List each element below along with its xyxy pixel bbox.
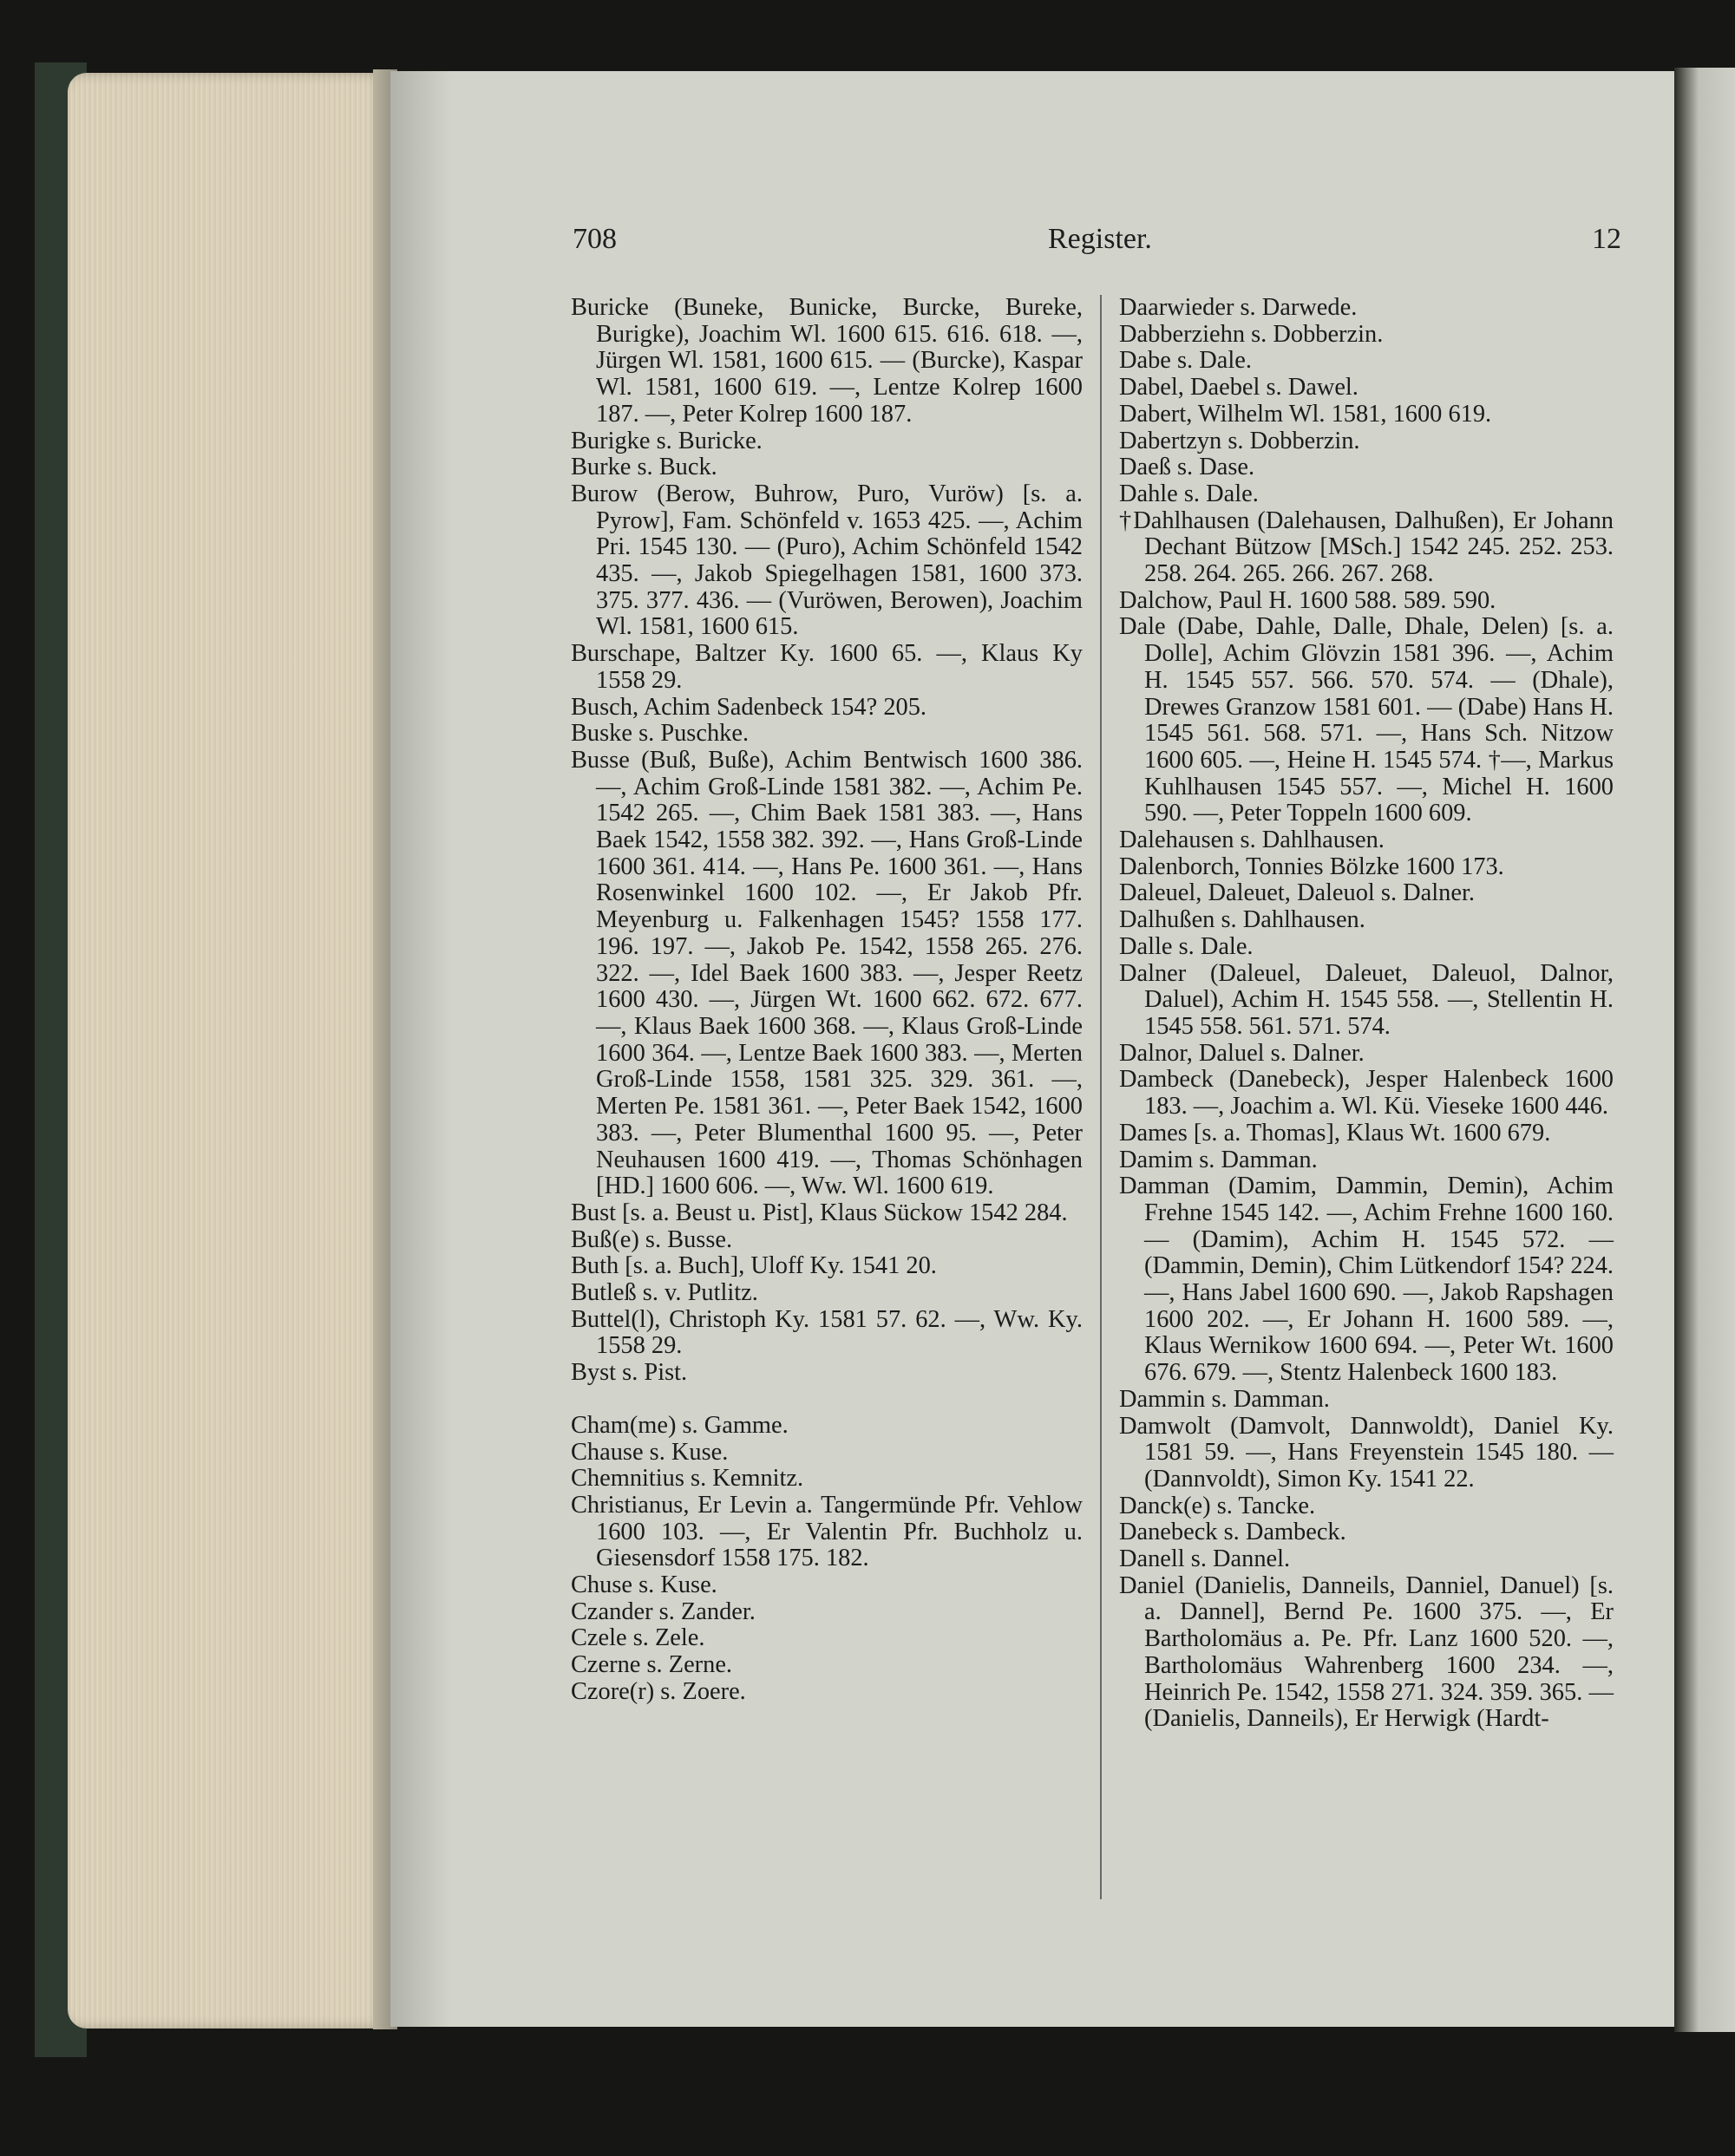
index-entry: Dabert, Wilhelm Wl. 1581, 1600 619. xyxy=(1119,400,1492,428)
page-shadow xyxy=(390,71,451,2027)
index-entry: Dabberziehn s. Dobberzin. xyxy=(1119,320,1384,348)
index-entry: Dalnor, Daluel s. Dalner. xyxy=(1119,1039,1365,1067)
index-entry: Dambeck (Danebeck), Jesper Halenbeck 1600 183. —, Joachim a. Wl. Kü. Vieseke 1600 446. xyxy=(1119,1066,1614,1120)
index-entry: Buttel(l), Christoph Ky. 1581 57. 62. —, Ww. Ky. 1558 29. xyxy=(571,1305,1083,1360)
index-entry: Dale (Dabe, Dahle, Dalle, Dhale, Delen) [s. a. Dolle], Achim Glövzin 1581 396. —, Achim H. 1545 557. 566. 570. 574. — (Dhale), Drewes Granzow 1581 601. — (Dabe) Hans H. 1545 561. 568. 571. —, Hans Sch. Nitzow 1600 605. —, Heine H. 1545 574. †—, Markus Kuhlhausen 1545 557. —, Michel H. 1600 590. —, Peter Toppeln 1600 609. xyxy=(1119,613,1614,827)
index-entry: Dabertzyn s. Dobberzin. xyxy=(1119,427,1360,454)
index-entry: Dames [s. a. Thomas], Klaus Wt. 1600 679. xyxy=(1119,1119,1551,1147)
index-entry: Damim s. Damman. xyxy=(1119,1146,1318,1173)
index-entry: Dabe s. Dale. xyxy=(1119,347,1252,375)
index-entry: Czerne s. Zerne. xyxy=(571,1651,733,1679)
index-entry: Danell s. Dannel. xyxy=(1119,1545,1291,1573)
column-number: 12 xyxy=(1592,223,1621,255)
index-entry: Busch, Achim Sadenbeck 154? 205. xyxy=(571,693,927,721)
index-entry: Daniel (Danielis, Danneils, Danniel, Danuel) [s. a. Dannel], Bernd Pe. 1600 375. —, Er Bartholomäus a. Pe. Pfr. Lanz 1600 520. —, Bartholomäus Wahrenberg 1600 234. —, Heinrich Pe. 1542, 1558 271. 324. 359. 365. — (Danielis, Danneils), Er Herwigk (Hardt- xyxy=(1119,1571,1614,1733)
index-column-right xyxy=(1119,295,1614,1733)
index-entry: Dalehausen s. Dahlhausen. xyxy=(1119,826,1385,854)
index-entry: Dalhußen s. Dahlhausen. xyxy=(1119,906,1365,934)
index-entry: Dalenborch, Tonnies Bölzke 1600 173. xyxy=(1119,853,1504,880)
entry-group-d xyxy=(1119,295,1614,1733)
index-entry: Czore(r) s. Zoere. xyxy=(571,1677,746,1705)
page-number: 708 xyxy=(573,223,617,255)
index-entry: Dabel, Daebel s. Dawel. xyxy=(1119,374,1359,402)
index-entry: Dalchow, Paul H. 1600 588. 589. 590. xyxy=(1119,586,1496,614)
index-entry: Daarwieder s. Darwede. xyxy=(1119,294,1358,321)
index-entry: Buß(e) s. Busse. xyxy=(571,1225,733,1253)
index-entry: Daleuel, Daleuet, Daleuol s. Dalner. xyxy=(1119,879,1475,907)
index-entry: Czander s. Zander. xyxy=(571,1597,756,1625)
index-entry: Buricke (Buneke, Bunicke, Burcke, Bureke, Burigke), Joachim Wl. 1600 615. 616. 618. —, Jürgen Wl. 1581, 1600 615. — (Burcke), Kaspar Wl. 1581, 1600 619. —, Lentze Kolrep 1600 187. —, Peter Kolrep 1600 187. xyxy=(571,294,1083,428)
index-entry: Dahle s. Dale. xyxy=(1119,480,1259,507)
index-entry: Buth [s. a. Buch], Uloff Ky. 1541 20. xyxy=(571,1252,937,1280)
section-gap xyxy=(571,1387,1083,1413)
index-entry: Chuse s. Kuse. xyxy=(571,1571,717,1599)
index-entry: Danebeck s. Dambeck. xyxy=(1119,1519,1346,1546)
index-entry: Burschape, Baltzer Ky. 1600 65. —, Klaus Ky 1558 29. xyxy=(571,640,1083,694)
index-entry: Burigke s. Buricke. xyxy=(571,427,763,454)
entry-group-b xyxy=(571,295,1083,1387)
index-column-left xyxy=(571,295,1083,1706)
index-entry: Chemnitius s. Kemnitz. xyxy=(571,1465,804,1493)
index-entry: Busse (Buß, Buße), Achim Bentwisch 1600 386. —, Achim Groß-Linde 1581 382. —, Achim Pe. 1542 265. —, Chim Baek 1581 383. —, Hans Baek 1542, 1558 382. 392. —, Hans Groß-Linde 1600 361. 414. —, Hans Pe. 1600 361. —, Hans Rosenwinkel 1600 102. —, Er Jakob Pfr. Meyenburg u. Falkenhagen 1545? 1558 177. 196. 197. —, Jakob Pe. 1542, 1558 265. 276. 322. —, Idel Baek 1600 383. —, Jesper Reetz 1600 430. —, Jürgen Wt. 1600 662. 672. 677. —, Klaus Baek 1600 368. —, Klaus Groß-Linde 1600 364. —, Lentze Baek 1600 383. —, Merten Groß-Linde 1558, 1581 325. 329. 361. —, Merten Pe. 1581 361. —, Peter Baek 1542, 1600 383. —, Peter Blumenthal 1600 95. —, Peter Neuhausen 1600 419. —, Thomas Schönhagen [HD.] 1600 606. —, Ww. Wl. 1600 619. xyxy=(571,746,1083,1200)
header-title: Register. xyxy=(1048,223,1152,255)
index-entry: Dalle s. Dale. xyxy=(1119,932,1254,960)
page-edges xyxy=(68,73,387,2029)
index-entry: Czele s. Zele. xyxy=(571,1624,705,1652)
index-entry: Butleß s. v. Putlitz. xyxy=(571,1279,758,1307)
index-entry: Damwolt (Damvolt, Dannwoldt), Daniel Ky. 1581 59. —, Hans Freyenstein 1545 180. — (Dannvoldt), Simon Ky. 1541 22. xyxy=(1119,1412,1614,1493)
index-entry: Dammin s. Damman. xyxy=(1119,1385,1330,1413)
index-entry: Byst s. Pist. xyxy=(571,1359,688,1387)
index-entry: †Dahlhausen (Dalehausen, Dalhußen), Er Johann Dechant Bützow [MSch.] 1542 245. 252. 253. 258. 264. 265. 266. 267. 268. xyxy=(1119,506,1614,588)
index-entry: Cham(me) s. Gamme. xyxy=(571,1411,789,1439)
index-entry: Danck(e) s. Tancke. xyxy=(1119,1492,1316,1519)
index-entry: Bust [s. a. Beust u. Pist], Klaus Sückow 1542 284. xyxy=(571,1199,1068,1226)
index-entry: Buske s. Puschke. xyxy=(571,720,750,748)
column-rule xyxy=(1100,295,1102,1899)
facing-page-edge xyxy=(1674,68,1735,2032)
index-entry: Daeß s. Dase. xyxy=(1119,454,1255,481)
running-header xyxy=(0,152,1735,255)
index-entry: Burow (Berow, Buhrow, Puro, Vuröw) [s. a. Pyrow], Fam. Schönfeld v. 1653 425. —, Achim Pri. 1545 130. — (Puro), Achim Schönfeld 1542 435. —, Jakob Spiegelhagen 1581, 1600 373. 375. 377. 436. — (Vuröwen, Berowen), Joachim Wl. 1581, 1600 615. xyxy=(571,480,1083,641)
index-entry: Burke s. Buck. xyxy=(571,454,717,481)
index-entry: Dalner (Daleuel, Daleuet, Daleuol, Dalnor, Daluel), Achim H. 1545 558. —, Stellentin H. 1545 558. 561. 571. 574. xyxy=(1119,959,1614,1040)
entry-group-c xyxy=(571,1413,1083,1706)
index-entry: Christianus, Er Levin a. Tangermünde Pfr. Vehlow 1600 103. —, Er Valentin Pfr. Buchholz u. Giesensdorf 1558 175. 182. xyxy=(571,1491,1083,1572)
index-entry: Damman (Damim, Dammin, Demin), Achim Frehne 1545 142. —, Achim Frehne 1600 160. — (Damim), Achim H. 1545 572. — (Dammin, Demin), Chim Lütkendorf 154? 224. —, Hans Jabel 1600 690. —, Jakob Rapshagen 1600 202. —, Er Johann H. 1600 589. —, Klaus Wernikow 1600 694. —, Peter Wt. 1600 676. 679. —, Stentz Halenbeck 1600 183. xyxy=(1119,1173,1614,1387)
index-entry: Chause s. Kuse. xyxy=(571,1438,729,1466)
